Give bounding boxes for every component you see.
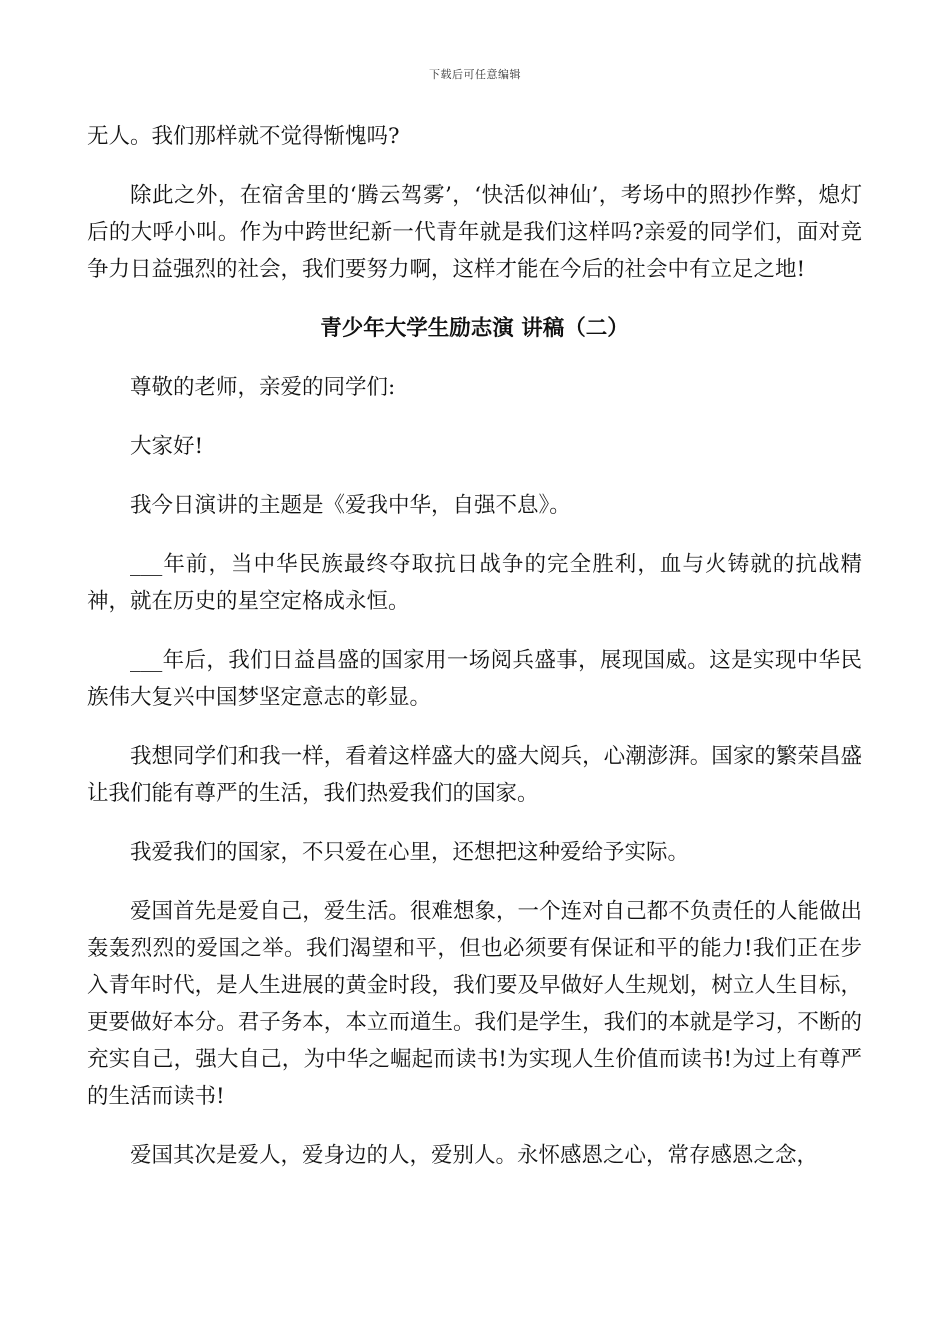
greeting: 大家好! — [130, 434, 204, 459]
paragraph: 我爱我们的国家，不只爱在心里，还想把这种爱给予实际。 — [130, 840, 690, 865]
page-header-note: 下载后可任意编辑 — [429, 68, 521, 81]
paragraph: ___年前，当中华民族最终夺取抗日战争的完全胜利，血与火铸就的抗战精神，就在历史的星空定格成永恒。 — [87, 552, 862, 614]
document-body — [87, 118, 862, 1196]
paragraph: 我想同学们和我一样，看着这样盛大的盛大阅兵，心潮澎湃。国家的繁荣昌盛让我们能有尊严的生活，我们热爱我们的国家。 — [87, 744, 862, 806]
paragraph: 我今日演讲的主题是《爱我中华，自强不息》。 — [130, 493, 571, 518]
paragraph: 爱国其次是爱人，爱身边的人，爱别人。永怀感恩之心，常存感恩之念， — [130, 1143, 819, 1168]
paragraph: ___年后，我们日益昌盛的国家用一场阅兵盛事，展现国威。这是实现中华民族伟大复兴中国梦坚定意志的彰显。 — [87, 648, 862, 710]
section-title: 青少年大学生励志演 讲稿（二） — [320, 316, 629, 341]
salutation: 尊敬的老师，亲爱的同学们: — [130, 375, 396, 400]
paragraph: 除此之外，在宿舍里的‘腾云驾雾’，‘快活似神仙’，考场中的照抄作弊，熄灯后的大呼小叫。作为中跨世纪新一代青年就是我们这样吗?亲爱的同学们，面对竞争力日益强烈的社会，我们要努力啊，这样才能在今后的社会中有立足之地! — [87, 183, 862, 282]
paragraph: 无人。我们那样就不觉得惭愧吗? — [87, 124, 400, 149]
paragraph: 爱国首先是爱自己，爱生活。很难想象，一个连对自己都不负责任的人能做出轰轰烈烈的爱国之举。我们渴望和平，但也必须要有保证和平的能力!我们正在步入青年时代，是人生进展的黄金时段，我们要及早做好人生规划，树立人生目标，更要做好本分。君子务本，本立而道生。我们是学生，我们的本就是学习，不断的充实自己，强大自己，为中华之崛起而读书!为实现人生价值而读书!为过上有尊严的生活而读书! — [87, 899, 862, 1109]
